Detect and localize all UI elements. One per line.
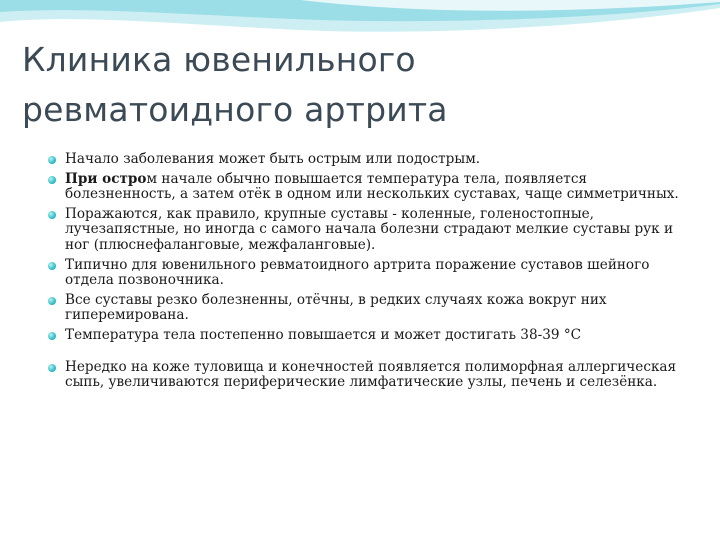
bullet-item	[48, 258, 688, 289]
bullet-text: Начало заболевания может быть острым или подострым.	[65, 151, 481, 167]
title-line-2: ревматоидного артрита	[22, 90, 448, 129]
title-line-1: Клиника ювенильного	[22, 40, 416, 79]
bullet-list	[48, 152, 688, 395]
bullet-item	[48, 328, 688, 344]
bullet-text: Температура тела постепенно повышается и может достигать 38-39 °С	[65, 326, 582, 343]
bullet-item	[48, 207, 688, 254]
page-title	[22, 35, 702, 135]
bullet-text: м начале обычно повышается температура тела, появляется болезненность, а затем отёк в одном или нескольких суставах, чаще симметричных.	[65, 170, 679, 203]
bullet-bold-text: При остро	[65, 170, 147, 187]
bullet-text: Все суставы резко болезненны, отёчны, в редких случаях кожа вокруг них гиперемирована.	[65, 291, 607, 324]
bullet-item	[48, 172, 688, 203]
bullet-text: Типично для ювенильного ревматоидного артрита поражение суставов шейного отдела позвоночника.	[65, 256, 650, 289]
bullet-item	[48, 293, 688, 324]
bullet-item	[48, 360, 688, 391]
bullet-text: Поражаются, как правило, крупные суставы - коленные, голеностопные, лучезапястные, но иногда с самого начала болезни страдают мелкие суставы рук и ног (плюснефаланговые, межфаланговые).	[65, 205, 674, 253]
bullet-text: Нередко на коже туловища и конечностей появляется полиморфная аллергическая сыпь, увеличиваются периферические лимфатические узлы, печень и селезёнка.	[65, 358, 677, 391]
bullet-item	[48, 152, 688, 168]
